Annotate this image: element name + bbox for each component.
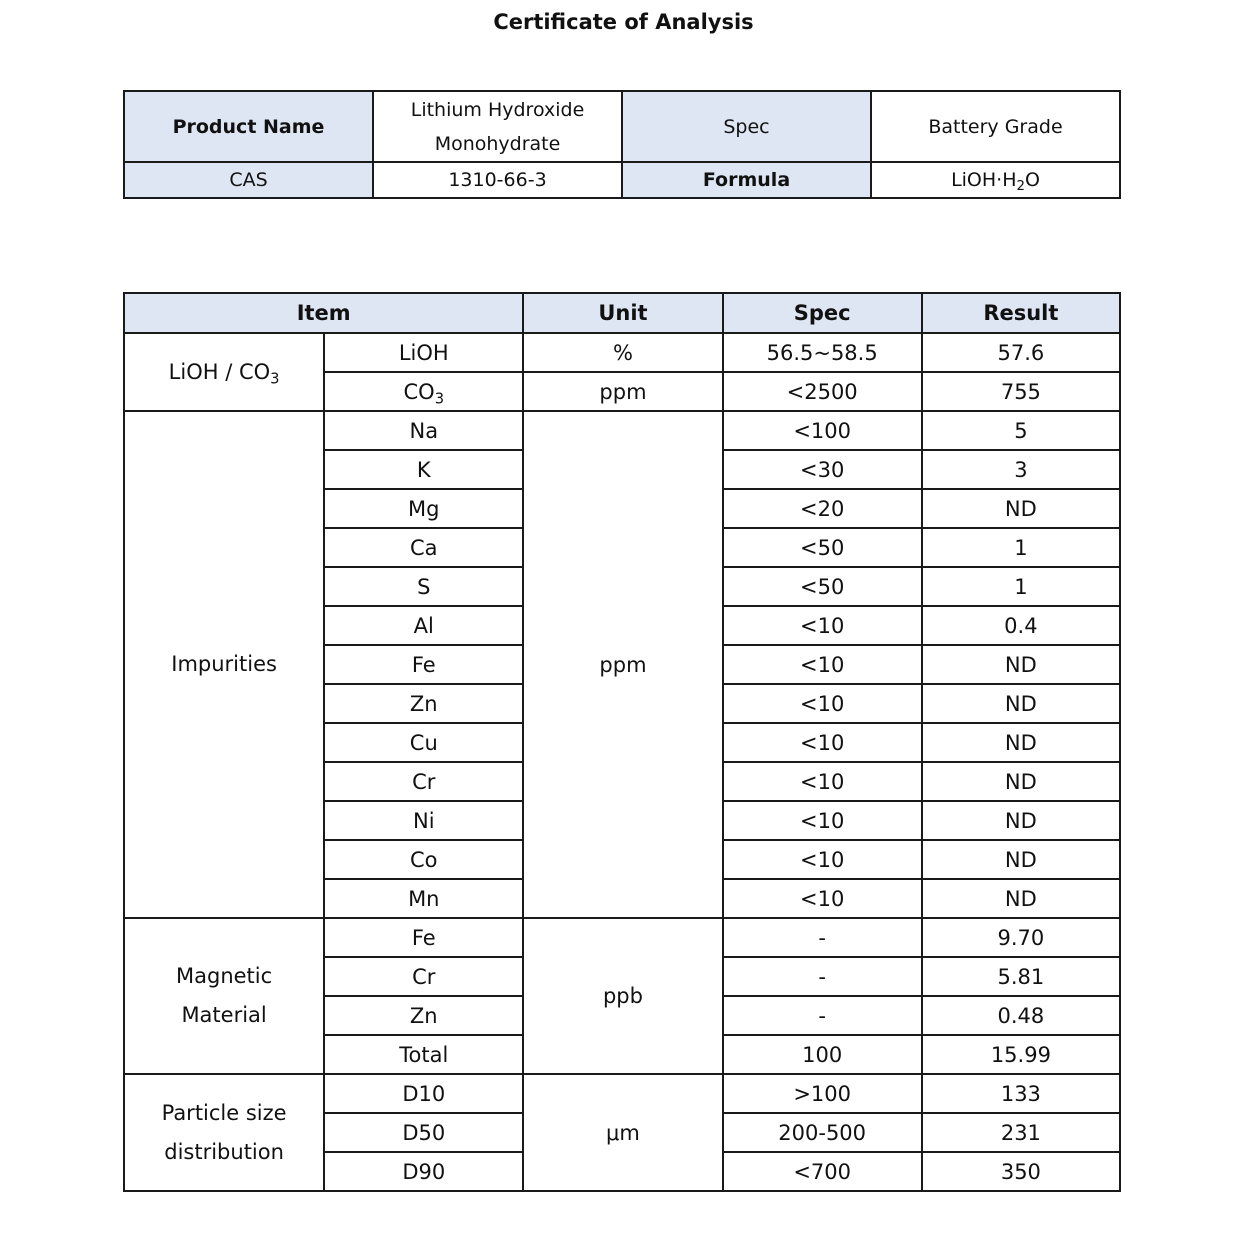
row-spec: <10 — [723, 762, 922, 801]
row-item: Co — [324, 840, 523, 879]
row-result: 350 — [922, 1152, 1120, 1191]
row-item: K — [324, 450, 523, 489]
row-item: Cr — [324, 957, 523, 996]
row-result: 15.99 — [922, 1035, 1120, 1074]
group-lioh-co3 — [124, 333, 324, 411]
row-item: Na — [324, 411, 523, 450]
header-result: Result — [922, 293, 1120, 333]
row-result: 1 — [922, 528, 1120, 567]
row-item: Total — [324, 1035, 523, 1074]
row-result: 5 — [922, 411, 1120, 450]
group-particle — [124, 1074, 324, 1191]
row-result: 3 — [922, 450, 1120, 489]
row-result: 755 — [922, 372, 1120, 411]
row-item: Ni — [324, 801, 523, 840]
table-row — [124, 1074, 1120, 1113]
row-result: 133 — [922, 1074, 1120, 1113]
product-name-value — [373, 91, 622, 162]
row-spec: <10 — [723, 606, 922, 645]
row-spec: <700 — [723, 1152, 922, 1191]
row-item: D10 — [324, 1074, 523, 1113]
header-item: Item — [124, 293, 523, 333]
row-result: ND — [922, 489, 1120, 528]
cas-value: 1310-66-3 — [373, 162, 622, 198]
formula-subscript: 2 — [1016, 178, 1025, 194]
row-spec: - — [723, 996, 922, 1035]
row-result: ND — [922, 879, 1120, 918]
row-item: S — [324, 567, 523, 606]
formula-value — [871, 162, 1120, 198]
row-spec: <2500 — [723, 372, 922, 411]
document-title: Certificate of Analysis — [493, 10, 754, 34]
row-item: Fe — [324, 918, 523, 957]
row-item: Mn — [324, 879, 523, 918]
formula-tail: O — [1024, 169, 1040, 191]
row-spec: <10 — [723, 840, 922, 879]
formula-label: Formula — [622, 162, 871, 198]
row-spec: 56.5~58.5 — [723, 333, 922, 372]
table-row — [124, 333, 1120, 372]
row-unit: ppm — [523, 372, 722, 411]
row-result: ND — [922, 684, 1120, 723]
table-row — [124, 918, 1120, 957]
row-result: 57.6 — [922, 333, 1120, 372]
group-magnetic-line2: Material — [181, 1003, 267, 1027]
analysis-table — [123, 292, 1121, 1192]
row-result: 0.4 — [922, 606, 1120, 645]
row-spec: <100 — [723, 411, 922, 450]
row-spec: <10 — [723, 879, 922, 918]
group-lioh-co3-main: LiOH / CO — [168, 360, 271, 384]
row-result: ND — [922, 645, 1120, 684]
row-spec: <10 — [723, 684, 922, 723]
row-item: Zn — [324, 684, 523, 723]
group-impurities — [124, 411, 324, 918]
row-spec: - — [723, 918, 922, 957]
formula-main: LiOH·H — [951, 169, 1017, 191]
cas-label: CAS — [124, 162, 373, 198]
product-name-line1: Lithium Hydroxide — [410, 98, 585, 121]
row-item-sub: 3 — [434, 389, 445, 407]
row-spec: 100 — [723, 1035, 922, 1074]
row-item: Al — [324, 606, 523, 645]
row-result: ND — [922, 801, 1120, 840]
row-unit: ppm — [523, 411, 722, 918]
row-spec: <50 — [723, 567, 922, 606]
row-result: ND — [922, 762, 1120, 801]
product-name-label: Product Name — [124, 91, 373, 162]
row-spec: <20 — [723, 489, 922, 528]
header-spec: Spec — [723, 293, 922, 333]
row-item: Ca — [324, 528, 523, 567]
row-item: LiOH — [324, 333, 523, 372]
row-item: D90 — [324, 1152, 523, 1191]
row-unit: % — [523, 333, 722, 372]
header-unit: Unit — [523, 293, 722, 333]
row-unit: μm — [523, 1074, 722, 1191]
row-result: ND — [922, 840, 1120, 879]
product-info-table — [123, 90, 1121, 199]
row-unit: ppb — [523, 918, 722, 1074]
group-magnetic-line1: Magnetic — [176, 964, 273, 988]
row-result: 1 — [922, 567, 1120, 606]
product-name-line2: Monohydrate — [434, 132, 561, 155]
group-particle-line1: Particle size — [161, 1100, 287, 1125]
row-item — [324, 372, 523, 411]
row-item: Mg — [324, 489, 523, 528]
row-item: Zn — [324, 996, 523, 1035]
group-particle-line2: distribution — [164, 1139, 284, 1164]
spec-label: Spec — [622, 91, 871, 162]
row-result: 9.70 — [922, 918, 1120, 957]
group-magnetic — [124, 918, 324, 1074]
row-item: Cr — [324, 762, 523, 801]
row-result: 0.48 — [922, 996, 1120, 1035]
row-spec: <50 — [723, 528, 922, 567]
row-result: 231 — [922, 1113, 1120, 1152]
row-spec: <30 — [723, 450, 922, 489]
spec-value: Battery Grade — [871, 91, 1120, 162]
row-spec: <10 — [723, 723, 922, 762]
row-item: Cu — [324, 723, 523, 762]
row-result: ND — [922, 723, 1120, 762]
row-result: 5.81 — [922, 957, 1120, 996]
row-spec: >100 — [723, 1074, 922, 1113]
row-spec: <10 — [723, 801, 922, 840]
group-lioh-co3-sub: 3 — [270, 370, 280, 388]
row-spec: - — [723, 957, 922, 996]
row-item: Fe — [324, 645, 523, 684]
group-impurities-label: Impurities — [171, 652, 277, 676]
table-row — [124, 411, 1120, 450]
row-spec: <10 — [723, 645, 922, 684]
row-item-main: CO — [403, 379, 435, 404]
row-spec: 200-500 — [723, 1113, 922, 1152]
row-item: D50 — [324, 1113, 523, 1152]
